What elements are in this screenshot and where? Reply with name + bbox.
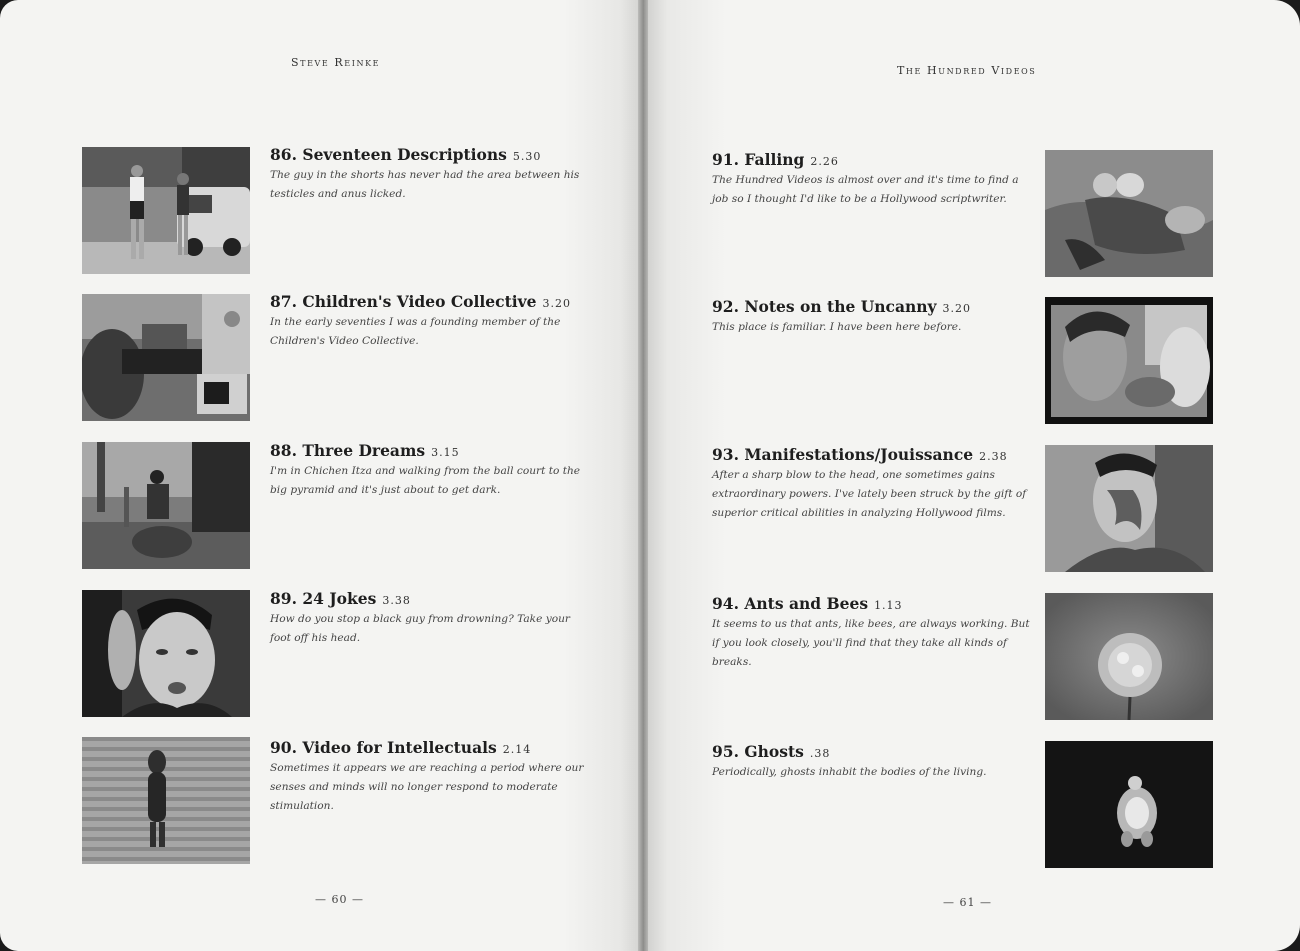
entry-95 (712, 742, 1032, 782)
entry-86 (270, 145, 590, 204)
entry-94 (712, 594, 1032, 672)
entry-duration: 3.20 (942, 302, 972, 315)
entry-number: 93. (712, 445, 739, 464)
entry-number: 87. (270, 292, 297, 311)
entry-title-line (270, 441, 590, 462)
entry-93 (712, 445, 1032, 523)
entry-number: 91. (712, 150, 739, 169)
entry-description: This place is familiar. I have been here before. (712, 321, 962, 333)
entry-number: 89. (270, 589, 297, 608)
entry-duration: 2.14 (502, 743, 532, 756)
entry-description: Sometimes it appears we are reaching a period where our senses and minds will no longer respond to moderate stimulation. (270, 762, 584, 812)
entry-duration: .38 (809, 747, 831, 760)
entry-description: How do you stop a black guy from drowning? Take your foot off his head. (270, 613, 570, 644)
entry-title-line (270, 738, 590, 759)
entry-number: 95. (712, 742, 739, 761)
left-page (0, 0, 640, 951)
entry-description: After a sharp blow to the head, one sometimes gains extraordinary powers. I've lately been struck by the gift of superior critical abilities in analyzing Hollywood films. (712, 469, 1027, 519)
entry-description: It seems to us that ants, like bees, are always working. But if you look closely, you'll find that they take all kinds of breaks. (712, 618, 1030, 668)
entry-title: Three Dreams (302, 441, 426, 460)
entry-title-line (712, 742, 1032, 763)
entry-duration: 2.26 (810, 155, 839, 168)
entry-87 (270, 292, 590, 351)
entry-title: 24 Jokes (302, 589, 377, 608)
entry-number: 88. (270, 441, 297, 460)
entry-duration: 3.38 (382, 594, 411, 607)
photo-ghosts (1045, 741, 1213, 868)
photo-notes-on-the-uncanny (1045, 297, 1213, 424)
photo-manifestations-jouissance (1045, 445, 1213, 572)
entry-number: 86. (270, 145, 297, 164)
running-head-title: The Hundred Videos (897, 64, 1037, 77)
entry-title: Ants and Bees (744, 594, 869, 613)
entry-number: 92. (712, 297, 739, 316)
entry-duration: 3.15 (431, 446, 460, 459)
entry-title: Ghosts (744, 742, 804, 761)
entry-title: Notes on the Uncanny (744, 297, 937, 316)
entry-89 (270, 589, 590, 648)
entry-title-line (270, 589, 590, 610)
entry-title-line (270, 292, 590, 313)
photo-childrens-video-collective (82, 294, 250, 421)
entry-title-line (712, 445, 1032, 466)
entry-number: 90. (270, 738, 297, 757)
entry-title-line (712, 594, 1032, 615)
entry-duration: 3.20 (542, 297, 572, 310)
photo-seventeen-descriptions (82, 147, 250, 274)
entry-title: Children's Video Collective (302, 292, 537, 311)
entry-title-line (270, 145, 590, 166)
entry-88 (270, 441, 590, 500)
entry-title-line (712, 150, 1032, 171)
entry-description: In the early seventies I was a founding member of the Children's Video Collective. (270, 316, 561, 347)
entry-duration: 2.38 (979, 450, 1008, 463)
entry-90 (270, 738, 590, 816)
entry-description: The Hundred Videos is almost over and it's time to find a job so I thought I'd like to be a Hollywood scriptwriter. (712, 174, 1019, 205)
entry-title: Falling (744, 150, 805, 169)
photo-ants-and-bees (1045, 593, 1213, 720)
entry-description: Periodically, ghosts inhabit the bodies of the living. (712, 766, 987, 778)
entry-number: 94. (712, 594, 739, 613)
entry-duration: 1.13 (874, 599, 903, 612)
running-head-author: Steve Reinke (291, 56, 381, 69)
entry-91 (712, 150, 1032, 209)
photo-video-for-intellectuals (82, 737, 250, 864)
right-page (648, 0, 1300, 951)
page-number-right: — 61 — (943, 896, 992, 909)
entry-description: I'm in Chichen Itza and walking from the ball court to the big pyramid and it's just about to get dark. (270, 465, 581, 496)
entry-title-line (712, 297, 1032, 318)
entry-duration: 5.30 (512, 150, 542, 163)
entry-description: The guy in the shorts has never had the area between his testicles and anus licked. (270, 169, 580, 200)
photo-falling (1045, 150, 1213, 277)
entry-92 (712, 297, 1032, 337)
photo-24-jokes (82, 590, 250, 717)
page-number-left: — 60 — (315, 893, 364, 906)
entry-title: Seventeen Descriptions (302, 145, 507, 164)
entry-title: Manifestations/Jouissance (744, 445, 974, 464)
entry-title: Video for Intellectuals (302, 738, 497, 757)
photo-three-dreams (82, 442, 250, 569)
